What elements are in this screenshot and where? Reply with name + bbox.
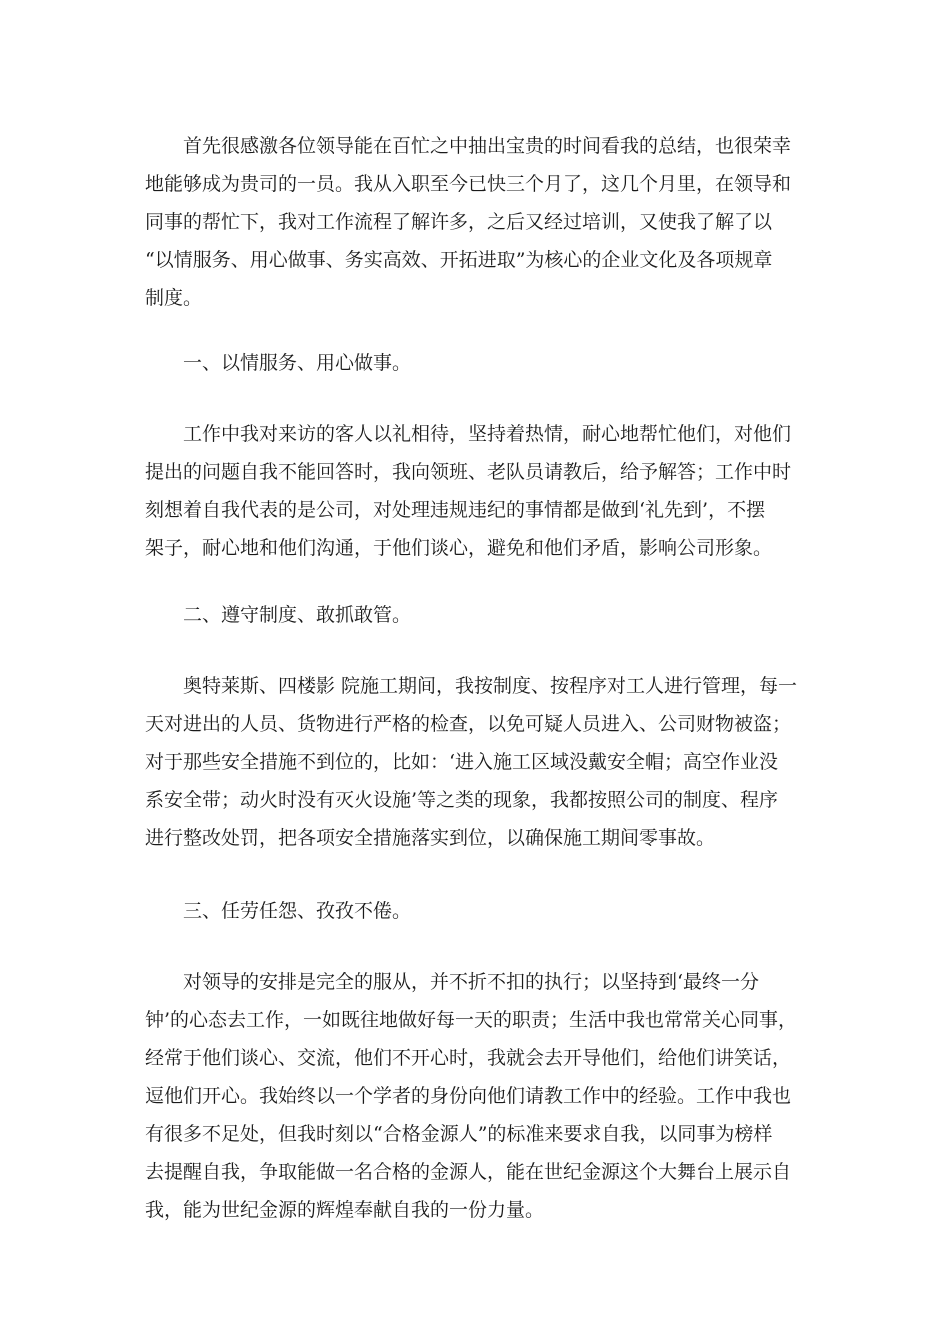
section-heading-2: 二、遵守制度、敢抓敢管。 <box>183 604 412 626</box>
paragraph-1-line-5: 制度。 <box>145 287 203 309</box>
paragraph-4-line-4: 逗他们开心。我始终以一个学者的身份向他们请教工作中的经验。工作中我也 <box>145 1085 792 1107</box>
section-heading-3: 三、任劳任怨、孜孜不倦。 <box>183 900 412 922</box>
paragraph-1-line-4: “以情服务、用心做事、务实高效、开拓进取”为核心的企业文化及各项规章 <box>145 249 773 271</box>
paragraph-1-line-2: 地能够成为贵司的一员。我从入职至今已快三个月了，这几个月里，在领导和 <box>145 173 792 195</box>
paragraph-3-line-4: 系安全带；动火时没有灭火设施’等之类的现象，我都按照公司的制度、程序 <box>145 789 779 811</box>
paragraph-4-line-5: 有很多不足处，但我时刻以“合格金源人”的标准来要求自我，以同事为榜样 <box>145 1123 773 1145</box>
paragraph-3-line-2: 天对进出的人员、货物进行严格的检查，以免可疑人员进入、公司财物被盗； <box>145 713 792 735</box>
paragraph-4-line-3: 经常于他们谈心、交流，他们不开心时，我就会去开导他们，给他们讲笑话， <box>145 1047 792 1069</box>
paragraph-2-line-3: 刻想着自我代表的是公司，对处理违规违纪的事情都是做到‘礼先到’，不摆 <box>145 499 766 521</box>
paragraph-3-line-5: 进行整改处罚，把各项安全措施落实到位，以确保施工期间零事故。 <box>145 827 716 849</box>
paragraph-1-line-3: 同事的帮忙下，我对工作流程了解许多，之后又经过培训，又使我了解了以 <box>145 211 773 233</box>
paragraph-4-line-7: 我，能为世纪金源的辉煌奉献自我的一份力量。 <box>145 1199 545 1221</box>
paragraph-2-line-1: 工作中我对来访的客人以礼相待，坚持着热情，耐心地帮忙他们，对他们 <box>183 423 792 445</box>
paragraph-4-line-1: 对领导的安排是完全的服从，并不折不扣的执行；以坚持到‘最终一分 <box>183 971 760 993</box>
paragraph-2-line-2: 提出的问题自我不能回答时，我向领班、老队员请教后，给予解答；工作中时 <box>145 461 792 483</box>
paragraph-4-line-6: 去提醒自我，争取能做一名合格的金源人，能在世纪金源这个大舞台上展示自 <box>145 1161 792 1183</box>
section-heading-1: 一、以情服务、用心做事。 <box>183 352 412 374</box>
paragraph-3-line-3: 对于那些安全措施不到位的，比如：‘进入施工区域没戴安全帽；高空作业没 <box>145 751 779 773</box>
paragraph-4-line-2: 钟’的心态去工作，一如既往地做好每一天的职责；生活中我也常常关心同事， <box>145 1009 798 1031</box>
paragraph-3-line-1: 奥特莱斯、四楼影 院施工期间，我按制度、按程序对工人进行管理，每一 <box>183 675 798 697</box>
paragraph-1-line-1: 首先很感激各位领导能在百忙之中抽出宝贵的时间看我的总结，也很荣幸 <box>183 135 792 157</box>
paragraph-2-line-4: 架子，耐心地和他们沟通，于他们谈心，避免和他们矛盾，影响公司形象。 <box>145 537 773 559</box>
